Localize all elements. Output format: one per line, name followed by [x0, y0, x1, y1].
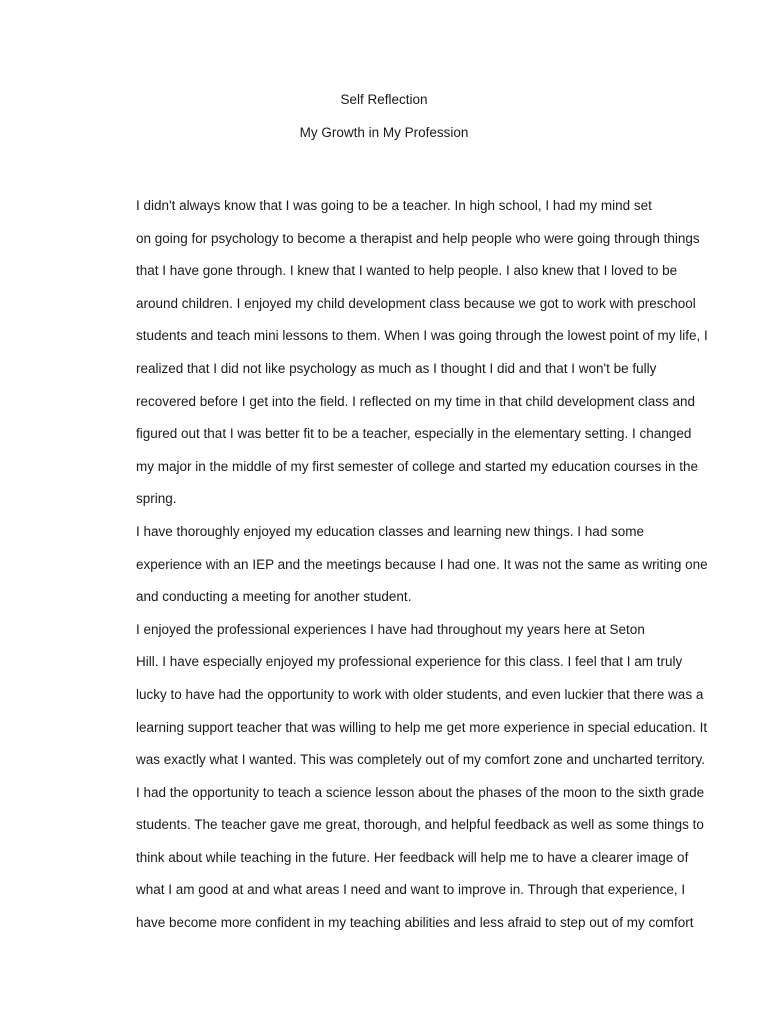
- text-line: students. The teacher gave me great, thorough, and helpful feedback as well as some things to: [136, 817, 704, 833]
- text-line: have become more confident in my teaching abilities and less afraid to step out of my comfort: [136, 915, 694, 931]
- document-title: Self Reflection: [340, 92, 428, 107]
- text-line: I enjoyed the professional experiences I have had throughout my years here at Seton: [136, 621, 645, 637]
- paragraph: [91, 190, 708, 516]
- text-line: Hill. I have especially enjoyed my professional experience for this class. I feel that I am truly: [136, 654, 683, 670]
- text-line: I have thoroughly enjoyed my education classes and learning new things. I had some: [136, 523, 645, 539]
- text-line: that I have gone through. I knew that I wanted to help people. I also knew that I loved to be: [136, 263, 678, 279]
- text-line: and conducting a meeting for another student.: [136, 589, 412, 605]
- text-line: what I am good at and what areas I need and want to improve in. Through that experience, I: [136, 882, 686, 898]
- text-line: learning support teacher that was willing to help me get more experience in special education. It: [136, 719, 708, 735]
- text-line: spring.: [136, 491, 177, 507]
- text-line: students and teach mini lessons to them. When I was going through the lowest point of my life, I: [136, 328, 708, 344]
- text-line: realized that I did not like psychology as much as I thought I did and that I won't be fully: [136, 360, 657, 376]
- text-line: I didn't always know that I was going to be a teacher. In high school, I had my mind set: [136, 198, 652, 213]
- text-line: I had the opportunity to teach a science lesson about the phases of the moon to the sixth grade: [136, 784, 705, 800]
- text-line: experience with an IEP and the meetings because I had one. It was not the same as writing one: [136, 556, 708, 572]
- paragraph: [91, 614, 708, 940]
- document-subtitle: My Growth in My Profession: [299, 125, 469, 140]
- document-body: [91, 190, 708, 940]
- text-line: around children. I enjoyed my child development class because we got to work with preschool: [136, 295, 696, 311]
- text-line: was exactly what I wanted. This was completely out of my comfort zone and uncharted territory.: [136, 752, 706, 768]
- text-line: lucky to have had the opportunity to work with older students, and even luckier that there was a: [136, 686, 704, 702]
- paragraph: [91, 516, 708, 614]
- text-line: think about while teaching in the future. Her feedback will help me to have a clearer image of: [136, 849, 689, 865]
- text-line: figured out that I was better fit to be a teacher, especially in the elementary setting. I changed: [136, 426, 692, 442]
- text-line: on going for psychology to become a therapist and help people who were going through things: [136, 230, 700, 246]
- text-line: my major in the middle of my first semester of college and started my education courses in the: [136, 458, 698, 474]
- text-line: recovered before I get into the field. I reflected on my time in that child development class and: [136, 393, 696, 409]
